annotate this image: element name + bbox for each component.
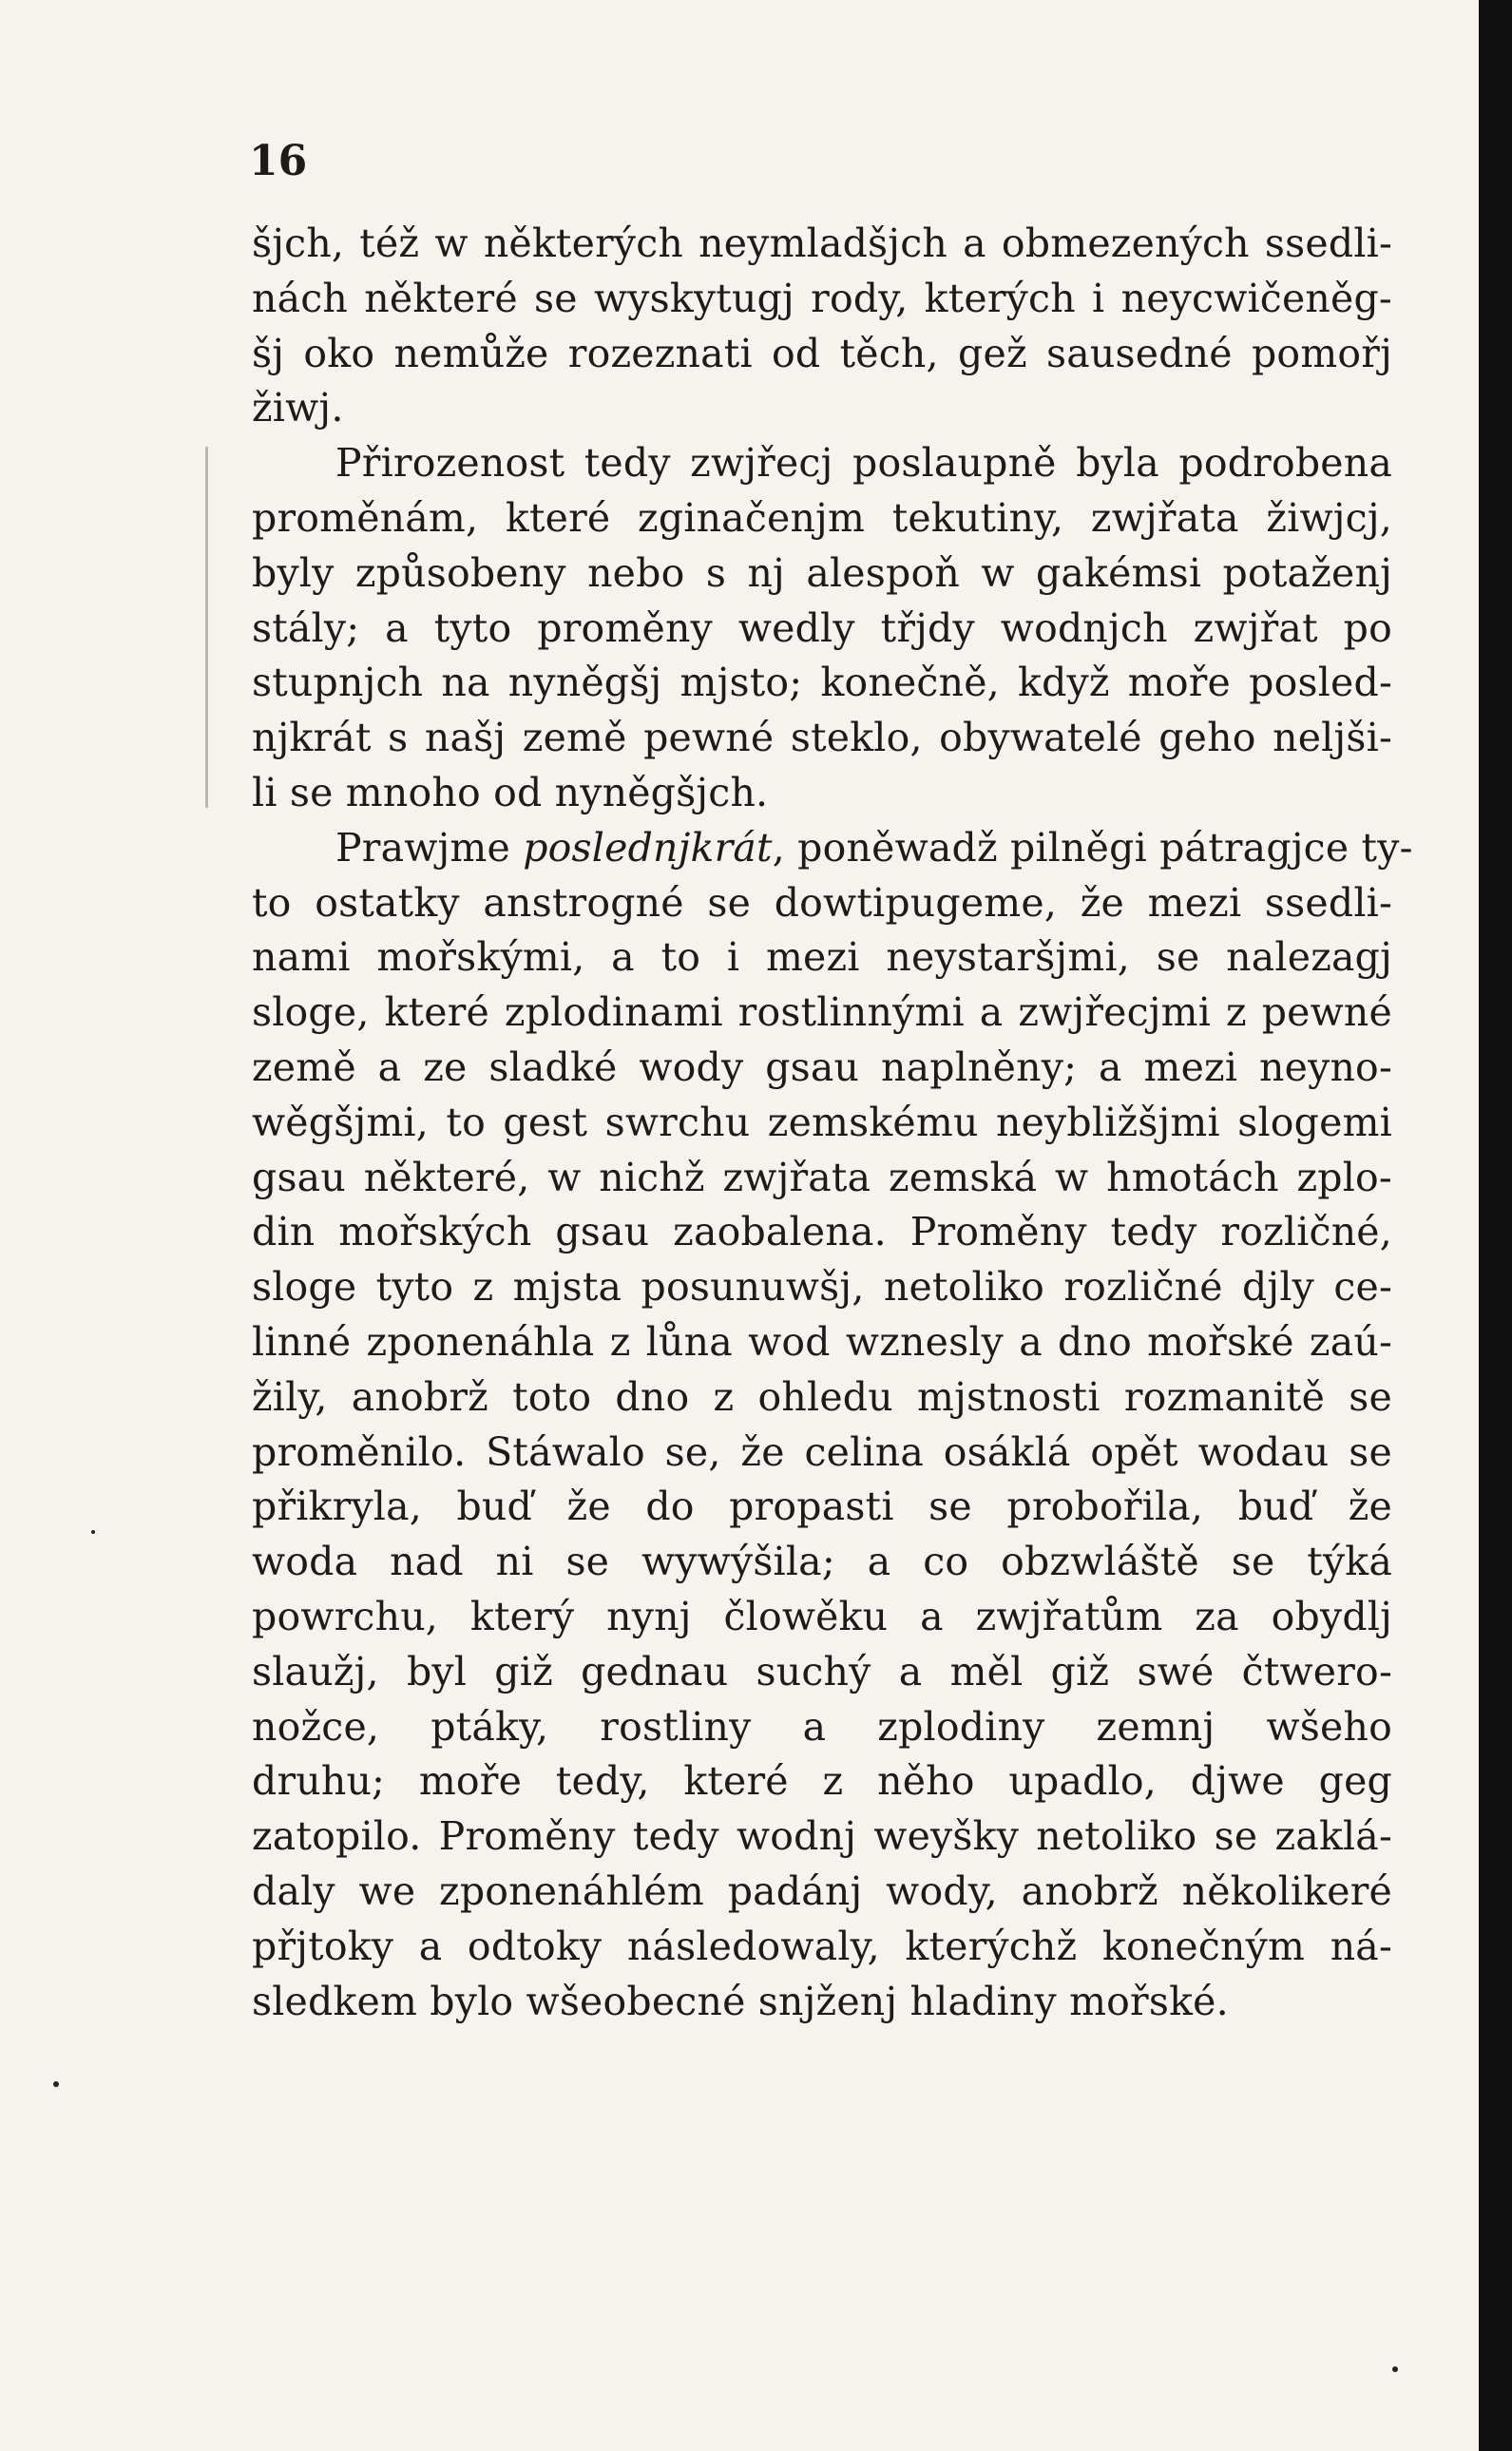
page-number: 16 [249, 137, 308, 185]
text-line: proměnám, které zginačenjm tekutiny, zwjřata žiwjcj, [252, 494, 1392, 541]
emphasized-word: poslednjkrát [523, 824, 773, 871]
text-line: slaužj, byl giž gednau suchý a měl giž swé čtwero- [252, 1648, 1392, 1695]
text-line: žiwj. [252, 385, 344, 431]
text-line: sloge, které zplodinami rostlinnými a zwjřecjmi z pewné [252, 989, 1392, 1036]
text-line: zatopilo. Proměny tedy wodnj weyšky netoliko se zaklá- [252, 1813, 1392, 1860]
margin-rule [205, 447, 208, 808]
text-line: gsau některé, w nichž zwjřata zemská w hmotách zplo- [252, 1154, 1392, 1200]
text-line: druhu; moře tedy, které z něho upadlo, djwe geg [252, 1758, 1392, 1805]
text-line: nách některé se wyskytugj rody, kterých i neycwičeněg- [252, 275, 1392, 321]
scan-speck [1392, 2366, 1398, 2372]
text-line: to ostatky anstrogné se dowtipugeme, že mezi ssedli- [252, 879, 1392, 926]
text-line: li se mnoho od nyněgšjch. [252, 769, 769, 815]
text-line [252, 821, 1413, 876]
text-line: linné zponenáhla z lůna wod wznesly a dno mořské zaú- [252, 1318, 1392, 1365]
text-line: šjch, též w některých neymladšjch a obmezených ssedli- [252, 220, 1392, 266]
text-line: země a ze sladké wody gsau naplněny; a mezi neyno- [252, 1044, 1392, 1090]
text-line: njkrát s našj země pewné steklo, obywatelé geho neljši- [252, 715, 1392, 761]
body-text [252, 217, 1413, 2029]
text-fragment: , poněwadž pilněgi pátragjce ty- [772, 824, 1413, 871]
text-line: přikryla, buď že do propasti se probořila, buď že [252, 1484, 1392, 1530]
text-line: wěgšjmi, to gest swrchu zemskému neybližšjmi slogemi [252, 1099, 1392, 1145]
text-line: žily, anobrž toto dno z ohledu mjstnosti rozmanitě se [252, 1373, 1392, 1420]
text-line: stály; a tyto proměny wedly třjdy wodnjch zwjřat po [252, 604, 1392, 651]
scan-border [1479, 0, 1512, 2451]
text-line: woda nad ni se wywýšila; a co obzwláště se týká [252, 1539, 1392, 1585]
text-line: din mořských gsau zaobalena. Proměny tedy rozličné, [252, 1209, 1392, 1255]
text-line: přjtoky a odtoky následowaly, kterýchž konečným ná- [252, 1923, 1392, 1969]
text-line: sledkem bylo wšeobecné snjženj hladiny mořské. [252, 1978, 1229, 2024]
text-line: sloge tyto z mjsta posunuwšj, netoliko rozličné djly ce- [252, 1264, 1392, 1311]
text-line: Přirozenost tedy zwjřecj poslaupně byla podrobena [335, 440, 1392, 487]
scan-speck [91, 1530, 95, 1534]
scan-speck [53, 2081, 59, 2087]
text-line: nami mořskými, a to i mezi neystaršjmi, se nalezagj [252, 934, 1392, 981]
text-line: stupnjch na nyněgšj mjsto; konečně, když moře posled- [252, 660, 1392, 706]
text-line: nožce, ptáky, rostliny a zplodiny zemnj wšeho [252, 1703, 1392, 1750]
text-line: šj oko nemůže rozeznati od těch, gež sausedné pomořj [252, 330, 1392, 376]
text-line: powrchu, který nynj člowěku a zwjřatům za obydlj [252, 1593, 1392, 1639]
text-line: daly we zponenáhlém padánj wody, anobrž několikeré [252, 1867, 1392, 1914]
text-line: proměnilo. Stáwalo se, že celina osáklá opět wodau se [252, 1428, 1392, 1475]
text-line: byly způsobeny nebo s nj alespoň w gakémsi potaženj [252, 549, 1392, 596]
text-fragment: Prawjme [335, 824, 524, 871]
